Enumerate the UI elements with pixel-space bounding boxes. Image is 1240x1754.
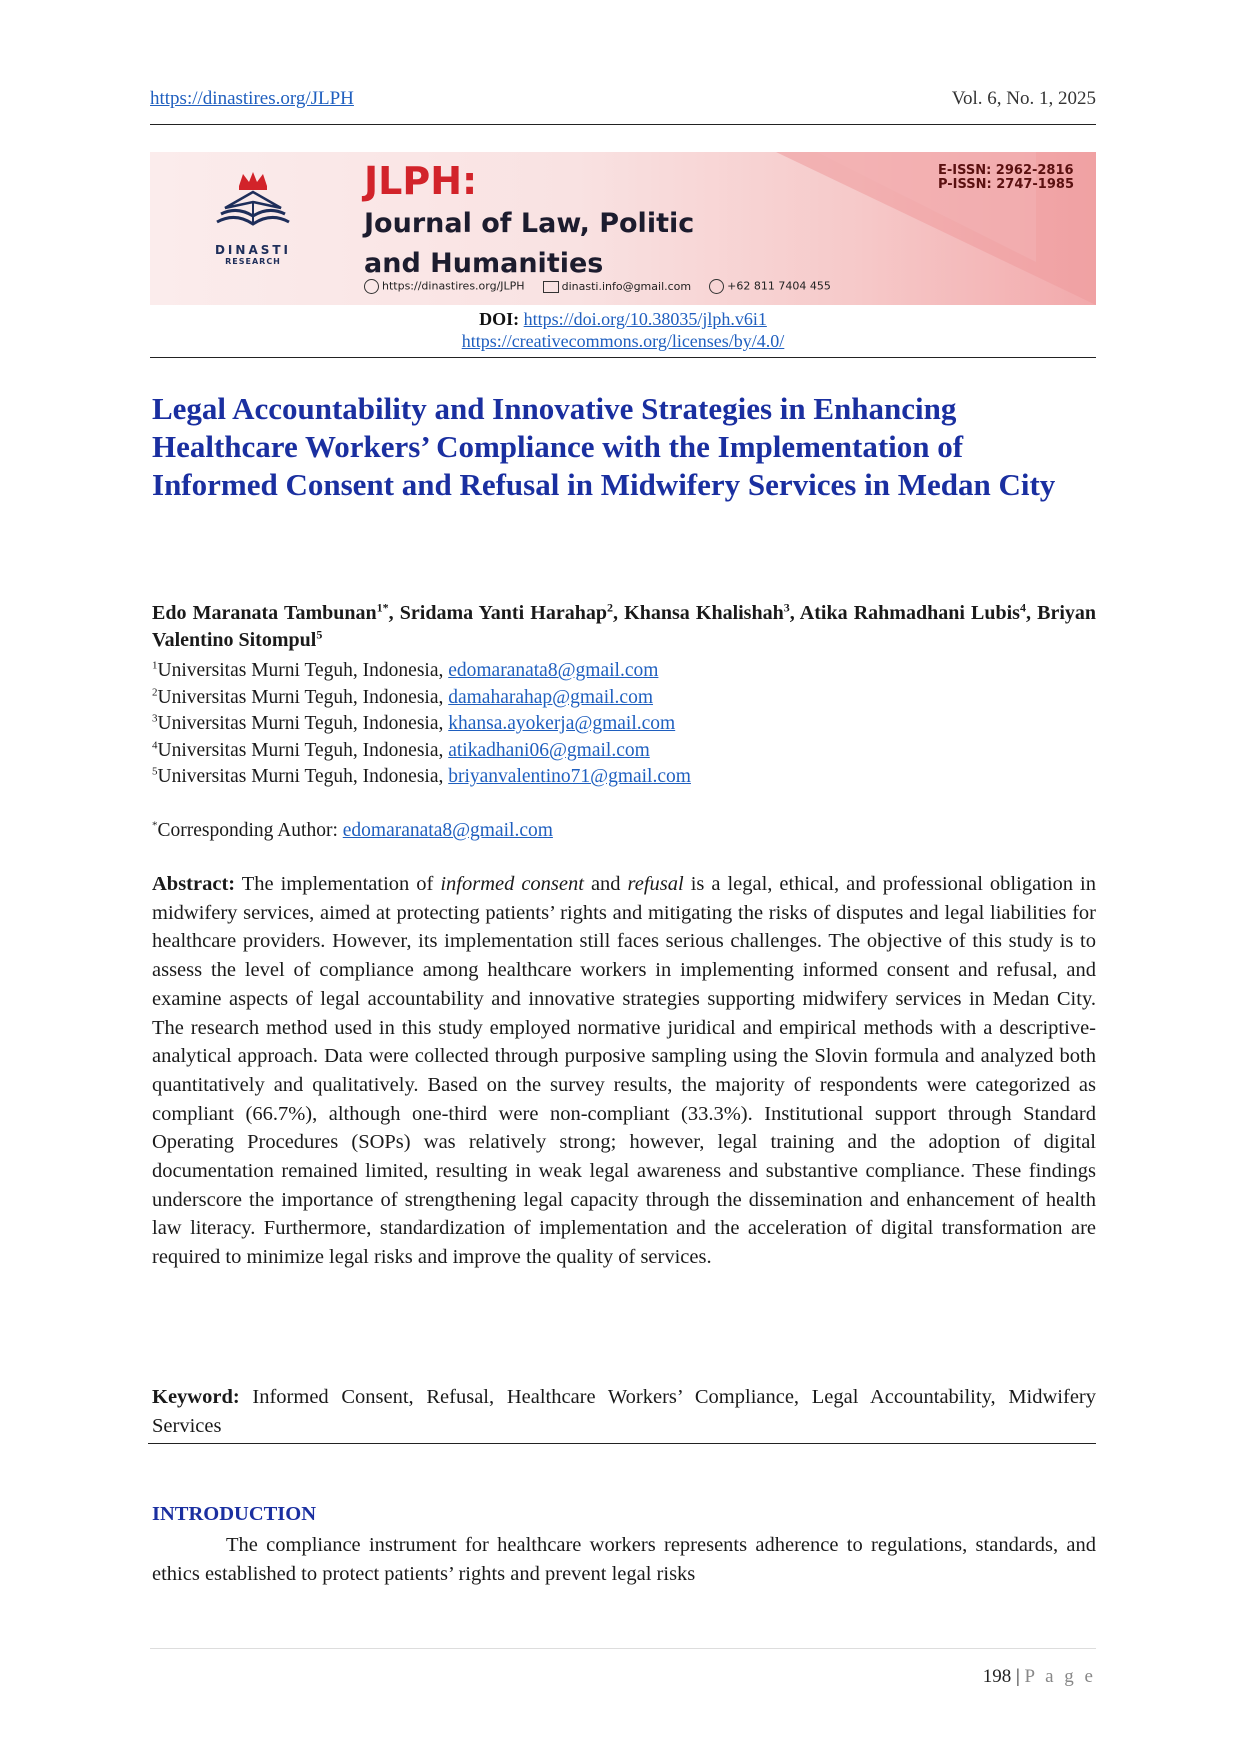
- divider: [148, 1443, 1096, 1444]
- envelope-icon: [543, 281, 559, 293]
- page-number: 198: [982, 1666, 1012, 1687]
- corresponding-author: *Corresponding Author: edomaranata8@gmail.com: [152, 819, 553, 841]
- author-email-link[interactable]: khansa.ayokerja@gmail.com: [448, 713, 676, 734]
- footer-divider: [150, 1648, 1096, 1649]
- affiliation-item: $^2$Universitas Murni Teguh, Indonesia, damaharahap@gmail.com: [152, 686, 653, 708]
- author-email-link[interactable]: edomaranata8@gmail.com: [448, 660, 659, 681]
- email-contact: dinasti.info@gmail.com: [543, 280, 692, 293]
- journal-title-line2: and Humanities: [364, 248, 604, 279]
- affiliation-item: $^5$Universitas Murni Teguh, Indonesia, briyanvalentino71@gmail.com: [152, 765, 691, 787]
- journal-banner: [150, 152, 1096, 305]
- doi-block: [150, 308, 1096, 352]
- author-email-link[interactable]: damaharahap@gmail.com: [448, 686, 653, 708]
- running-header: [150, 88, 1096, 125]
- journal-short-title: JLPH:: [364, 159, 478, 203]
- author-name: Sridama Yanti Harahap: [399, 602, 607, 624]
- eissn: E-ISSN: 2962-2816: [937, 163, 1074, 178]
- page-footer: 198 | P a g e: [982, 1666, 1096, 1687]
- logo-sub: RESEARCH: [225, 257, 281, 266]
- section-heading: INTRODUCTION: [152, 1503, 317, 1525]
- affiliation-item: $^4$Universitas Murni Teguh, Indonesia, atikadhani06@gmail.com: [152, 739, 650, 761]
- volume-info: Vol. 6, No. 1, 2025: [951, 88, 1096, 109]
- paper-title: Legal Accountability and Innovative Strategies in Enhancing Healthcare Workers’ Compliance with the Implementation of Informed Consent and Refusal in Midwifery Services in Medan City: [152, 391, 1056, 502]
- dinasti-logo: [198, 170, 308, 266]
- keywords-label: Keyword:: [152, 1386, 240, 1408]
- phone-icon: [709, 279, 724, 294]
- author-name: Atika Rahmadhani Lubis: [799, 602, 1020, 624]
- affiliation-list: [152, 658, 1096, 791]
- issn-block: [938, 164, 1074, 192]
- affiliation-item: $^1$Universitas Murni Teguh, Indonesia, edomaranata8@gmail.com: [152, 659, 659, 681]
- abstract: Abstract: The implementation of informed consent and refusal is a legal, ethical, and professional obligation in midwifery services, aimed at protecting patients’ rights and mitigating the risks of disputes and legal liabilities for healthcare providers. However, its implementation still faces serious challenges. The objective of this study is to assess the level of compliance among healthcare workers in implementing informed consent and refusal, and examine aspects of legal accountability and innovative strategies supporting midwifery services in Medan City. The research method used in this study employed normative juridical and empirical methods with a descriptive-analytical approach. Data were collected through purposive sampling using the Slovin formula and analyzed both quantitatively and qualitatively. Based on the survey results, the majority of respondents were categorized as compliant (66.7%), although one-third were non-compliant (33.3%). Institutional support through Standard Operating Procedures (SOPs) was relatively strong; however, legal training and the adoption of digital documentation remained limited, resulting in weak legal awareness and substantive compliance. These findings underscore the importance of strengthening legal capacity through the dissemination and enhancement of health law literacy. Furthermore, standardization of implementation and the acceleration of digital transformation are required to minimize legal risks and improve the quality of services.: [152, 873, 1096, 1269]
- author-name: Edo Maranata Tambunan: [152, 602, 377, 624]
- journal-url-link[interactable]: https://dinastires.org/JLPH: [150, 88, 354, 109]
- author-email-link[interactable]: briyanvalentino71@gmail.com: [448, 766, 691, 787]
- journal-title-block: [364, 158, 694, 284]
- author-list: Edo Maranata Tambunan$^{1*}$, Sridama Yanti Harahap$^2$, Khansa Khalishah$^3$, Atika Rahmadhani Lubis$^4$, Briyan Valentino Sitompul$^5$: [152, 600, 1097, 651]
- author-email-link[interactable]: atikadhani06@gmail.com: [448, 739, 650, 761]
- website-contact: https://dinastires.org/JLPH: [364, 279, 525, 294]
- doi-link[interactable]: https://doi.org/10.38035/jlph.v6i1: [523, 309, 767, 329]
- banner-contacts: [364, 279, 831, 294]
- doi-label: DOI:: [479, 309, 520, 329]
- abstract-label: Abstract:: [152, 873, 236, 895]
- license-link[interactable]: https://creativecommons.org/licenses/by/4.0/: [461, 331, 785, 351]
- keywords: Keyword: Informed Consent, Refusal, Healthcare Workers’ Compliance, Legal Accountability, Midwifery Services: [152, 1386, 1096, 1437]
- divider: [150, 357, 1096, 358]
- affiliation-item: $^3$Universitas Murni Teguh, Indonesia, khansa.ayokerja@gmail.com: [152, 712, 676, 734]
- globe-icon: [364, 279, 379, 294]
- introduction-text: The compliance instrument for healthcare workers represents adherence to regulations, standards, and ethics established to protect patients’ rights and prevent legal risks: [152, 1534, 1096, 1585]
- page-label: P a g e: [1024, 1666, 1096, 1687]
- pissn: P-ISSN: 2747-1985: [937, 177, 1074, 192]
- logo-brand: DINASTI: [214, 243, 292, 257]
- journal-title-line1: Journal of Law, Politic: [364, 208, 695, 239]
- crown-book-icon: [205, 170, 301, 234]
- phone-contact: +62 811 7404 455: [709, 279, 831, 294]
- author-name: Briyan Valentino Sitompul: [152, 602, 1097, 651]
- author-name: Khansa Khalishah: [624, 602, 784, 624]
- corresponding-email-link[interactable]: edomaranata8@gmail.com: [342, 820, 553, 841]
